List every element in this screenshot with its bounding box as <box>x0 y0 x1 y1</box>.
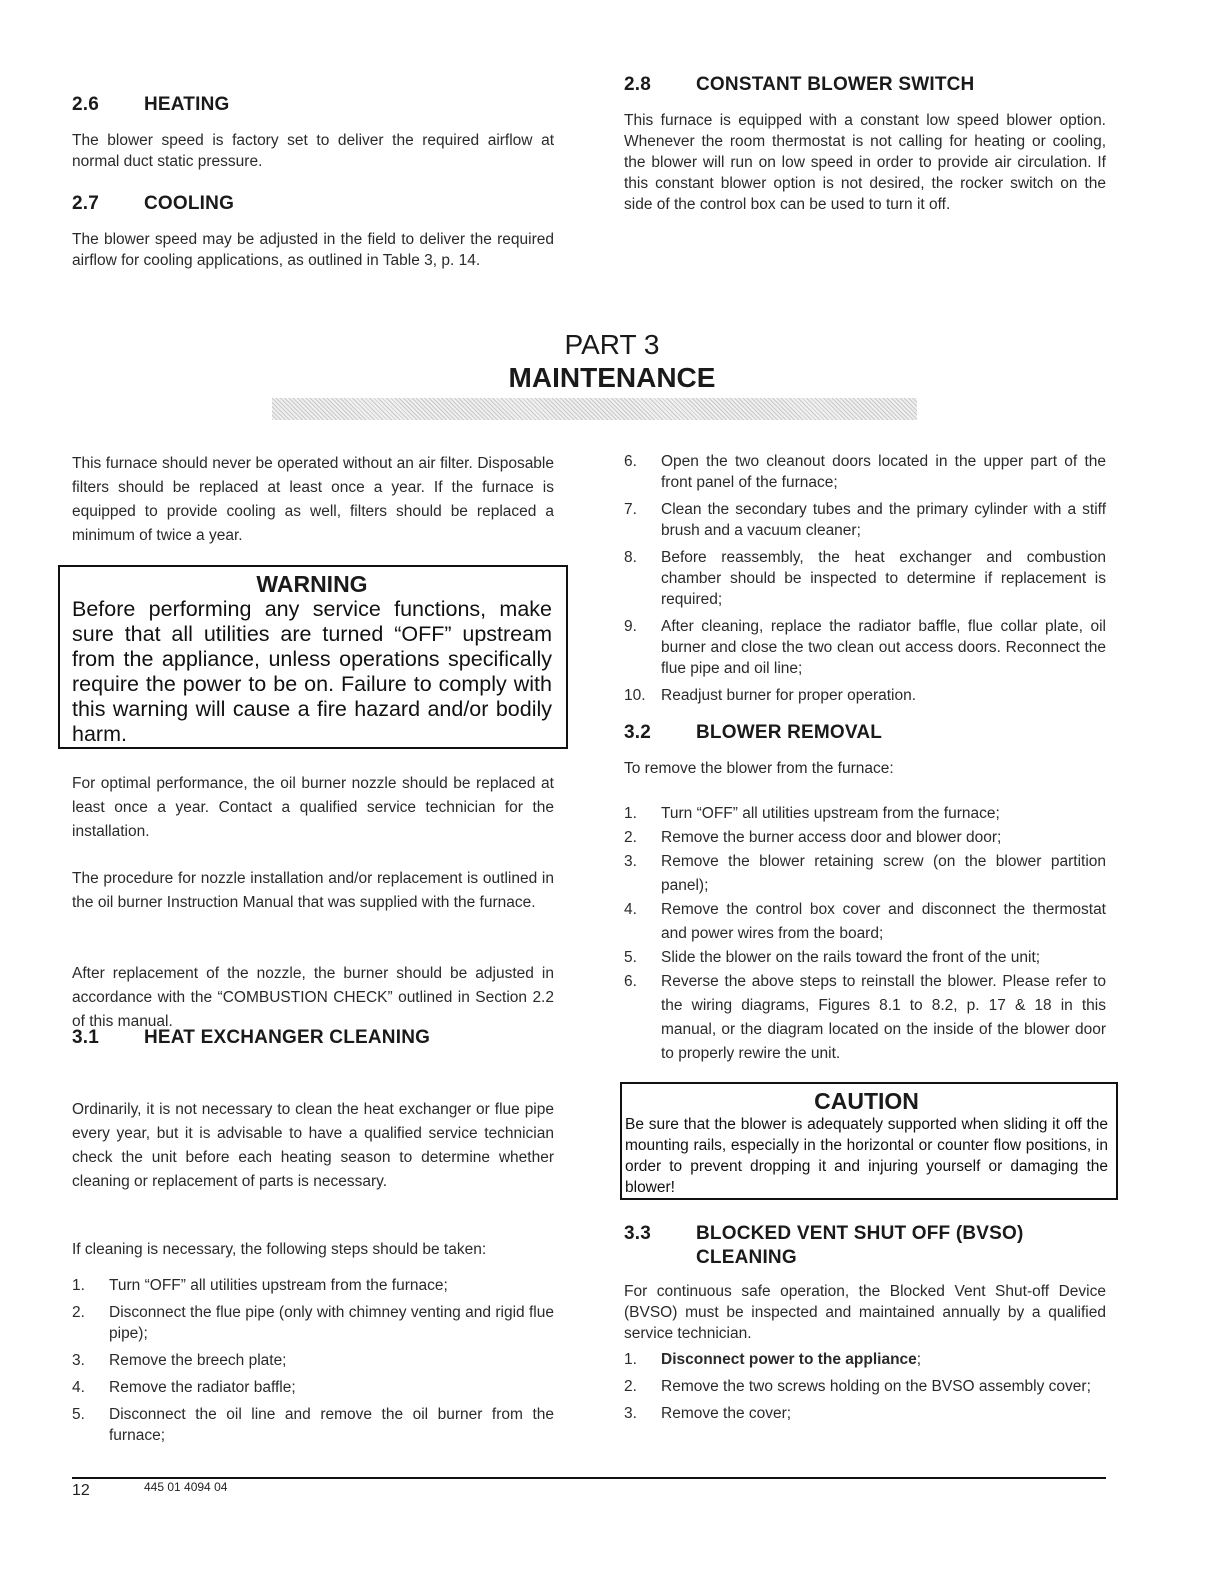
blower-removal-steps <box>624 802 1106 1066</box>
caution-title: CAUTION <box>814 1088 919 1114</box>
cleaning-intro: If cleaning is necessary, the following steps should be taken: <box>72 1241 487 1258</box>
list-item: 9. After cleaning, replace the radiator baffle, flue collar plate, oil burner and close the two clean out access doors. Reconnect the flue pipe and oil line; <box>624 618 1106 677</box>
list-item: 5. Slide the blower on the rails toward the front of the unit; <box>624 949 1041 966</box>
list-item: 3. Remove the cover; <box>624 1405 792 1422</box>
section-heading-2-7: 2.7 COOLING <box>72 193 235 214</box>
intro-paragraph: This furnace should never be operated without an air filter. Disposable filters should be replaced at least once a year. If the furnace is equipped to provide cooling as well, filters should be replaced a minimum of twice a year. <box>72 455 554 544</box>
list-item: 5. Disconnect the oil line and remove the oil burner from the furnace; <box>72 1406 554 1444</box>
warning-title: WARNING <box>256 571 368 597</box>
list-item: 7. Clean the secondary tubes and the primary cylinder with a stiff brush and a vacuum cleaner; <box>624 501 1106 539</box>
section-heading-3-3: 3.3 BLOCKED VENT SHUT OFF (BVSO) CLEANING <box>624 1223 1024 1268</box>
section-heading-2-8: 2.8 CONSTANT BLOWER SWITCH <box>624 74 975 95</box>
nozzle-paragraph-3: After replacement of the nozzle, the burner should be adjusted in accordance with the “COMBUSTION CHECK” outlined in Section 2.2 of this manual. <box>72 965 554 1030</box>
title-hatch-bar <box>272 398 917 420</box>
list-item: 3. Remove the blower retaining screw (on the blower partition panel); <box>624 853 1106 894</box>
list-item: 1. Turn “OFF” all utilities upstream from the furnace; <box>72 1277 448 1294</box>
cleaning-steps-right <box>624 451 1106 712</box>
list-item: 1. Disconnect power to the appliance; <box>624 1351 922 1368</box>
heating-paragraph: The blower speed is factory set to deliver the required airflow at normal duct static pressure. <box>72 132 554 170</box>
cooling-paragraph: The blower speed may be adjusted in the field to deliver the required airflow for cooling applications, as outlined in Table 3, p. 14. <box>72 231 554 269</box>
footer-rule <box>72 1477 1106 1479</box>
list-item: 4. Remove the control box cover and disconnect the thermostat and power wires from the board; <box>624 901 1106 942</box>
list-item: 3. Remove the breech plate; <box>72 1352 287 1369</box>
list-item: 8. Before reassembly, the heat exchanger and combustion chamber should be inspected to determine if replacement is required; <box>624 549 1106 608</box>
constant-blower-paragraph: This furnace is equipped with a constant low speed blower option. Whenever the room thermostat is not calling for heating or cooling, the blower will run on low speed in order to provide air circulation. If this constant blower option is not desired, the rocker switch on the side of the control box can be used to turn it off. <box>624 112 1106 213</box>
nozzle-paragraph-1: For optimal performance, the oil burner nozzle should be replaced at least once a year. Contact a qualified service technician for the installation. <box>72 775 554 840</box>
document-number: 445 01 4094 04 <box>144 1480 228 1494</box>
nozzle-paragraph-2: The procedure for nozzle installation and/or replacement is outlined in the oil burner Instruction Manual that was supplied with the furnace. <box>72 870 554 911</box>
heat-exchanger-paragraph: Ordinarily, it is not necessary to clean the heat exchanger or flue pipe every year, but it is advisable to have a qualified service technician check the unit before each heating season to determine whether cleaning or replacement of parts is necessary. <box>72 1101 554 1190</box>
section-heading-3-2: 3.2 BLOWER REMOVAL <box>624 722 883 743</box>
list-item: 4. Remove the radiator baffle; <box>72 1379 296 1396</box>
page-number: 12 <box>72 1482 90 1499</box>
warning-text: Before performing any service functions, make sure that all utilities are turned “OFF” upstream from the appliance, unless operations specifically require the power to be on. Failure to comply with this warning will cause a fire hazard and/or bodily harm. <box>72 597 552 746</box>
list-item: 6. Open the two cleanout doors located in the upper part of the front panel of the furnace; <box>624 453 1106 491</box>
caution-box <box>620 1082 1118 1200</box>
part-label: PART 3 <box>564 329 660 360</box>
caution-text: Be sure that the blower is adequately supported when sliding it off the mounting rails, especially in the horizontal or counter flow positions, in order to prevent dropping it and injuring yourself or damaging the blower! <box>625 1116 1108 1196</box>
list-item: 6. Reverse the above steps to reinstall the blower. Please refer to the wiring diagrams, Figures 8.1 to 8.2, p. 17 & 18 in this manual, or the diagram located on the inside of the blower door to properly rewire the unit. <box>624 973 1106 1062</box>
section-heading-2-6: 2.6 HEATING <box>72 94 230 115</box>
blower-removal-intro: To remove the blower from the furnace: <box>624 760 894 777</box>
list-item: 2. Remove the two screws holding on the BVSO assembly cover; <box>624 1378 1091 1395</box>
list-item: 2. Disconnect the flue pipe (only with chimney venting and rigid flue pipe); <box>72 1304 554 1342</box>
bvso-steps <box>624 1349 1106 1430</box>
bvso-paragraph: For continuous safe operation, the Blocked Vent Shut-off Device (BVSO) must be inspected and maintained annually by a qualified service technician. <box>624 1283 1106 1342</box>
warning-box <box>58 565 568 749</box>
list-item: 1. Turn “OFF” all utilities upstream from the furnace; <box>624 805 1000 822</box>
section-heading-3-1: 3.1 HEAT EXCHANGER CLEANING <box>72 1027 431 1048</box>
list-item: 2. Remove the burner access door and blower door; <box>624 829 1002 846</box>
cleaning-steps-left <box>72 1275 554 1452</box>
part-title: MAINTENANCE <box>508 362 716 393</box>
list-item: 10. Readjust burner for proper operation. <box>624 687 917 704</box>
